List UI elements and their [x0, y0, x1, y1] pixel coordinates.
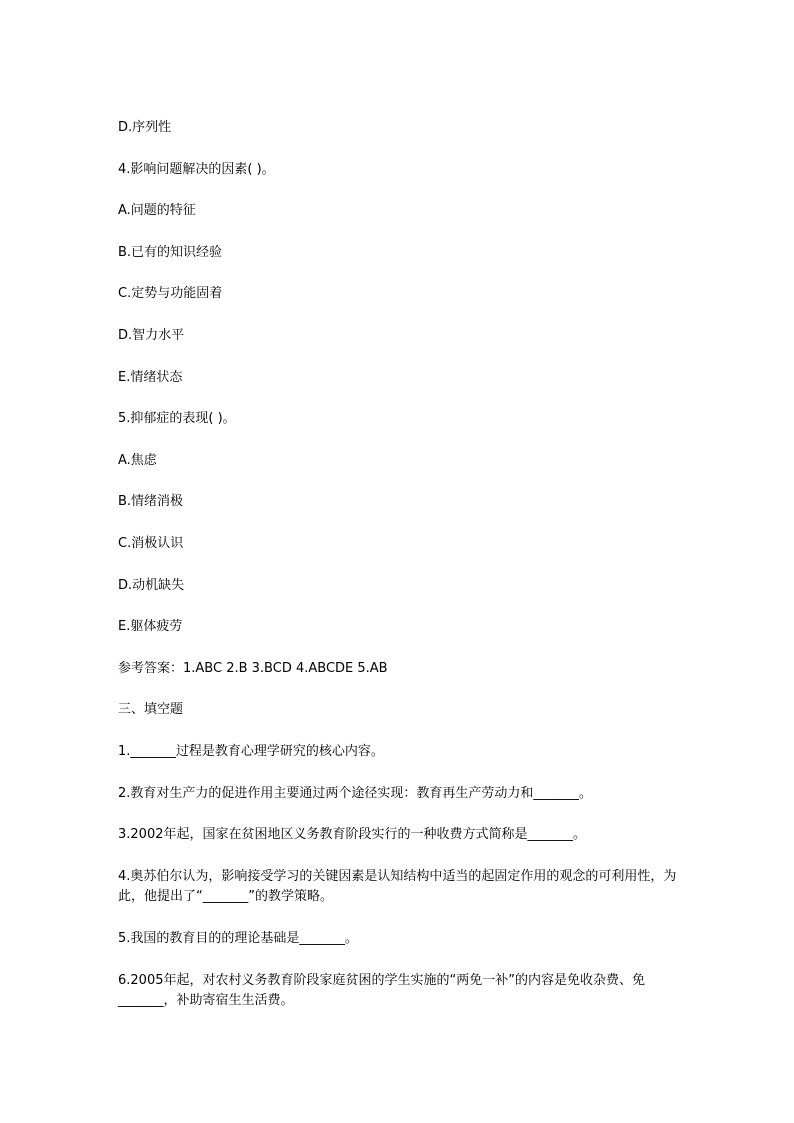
question-4: 4.影响问题解决的因素( )。 [118, 162, 275, 177]
option-c: C.消极认识 [118, 536, 184, 551]
question-5: 5.抑郁症的表现( )。 [118, 411, 236, 426]
option-c: C.定势与功能固着 [118, 286, 223, 301]
option-e: E.躯体疲劳 [118, 619, 183, 634]
section-heading: 三、填空题 [118, 702, 184, 717]
fill-question-3: 3.2002年起，国家在贫困地区义务教育阶段实行的一种收费方式简称是_______。 [118, 827, 586, 842]
option-d: D.动机缺失 [118, 578, 185, 593]
option-a: A.焦虑 [118, 453, 157, 468]
answer-key: 参考答案：1.ABC 2.B 3.BCD 4.ABCDE 5.AB [118, 661, 388, 676]
option-d: D.智力水平 [118, 328, 185, 343]
option-a: A.问题的特征 [118, 203, 196, 218]
option-b: B.情绪消极 [118, 494, 184, 509]
fill-question-5: 5.我国的教育目的的理论基础是_______。 [118, 931, 358, 946]
option-e: E.情绪状态 [118, 370, 183, 385]
option-b: B.已有的知识经验 [118, 245, 223, 260]
fill-question-1: 1._______过程是教育心理学研究的核心内容。 [118, 744, 384, 759]
fill-question-2: 2.教育对生产力的促进作用主要通过两个途径实现：教育再生产劳动力和_______。 [118, 786, 592, 801]
fill-question-4: 4.奥苏伯尔认为，影响接受学习的关键因素是认知结构中适当的起固定作用的观念的可利用性，为此，他提出了“_______”的教学策略。 [118, 869, 677, 904]
fill-question-6: 6.2005年起，对农村义务教育阶段家庭贫困的学生实施的“两免一补”的内容是免收杂费、免_______，补助寄宿生生活费。 [118, 973, 645, 1008]
option-d-sequence: D.序列性 [118, 120, 172, 135]
